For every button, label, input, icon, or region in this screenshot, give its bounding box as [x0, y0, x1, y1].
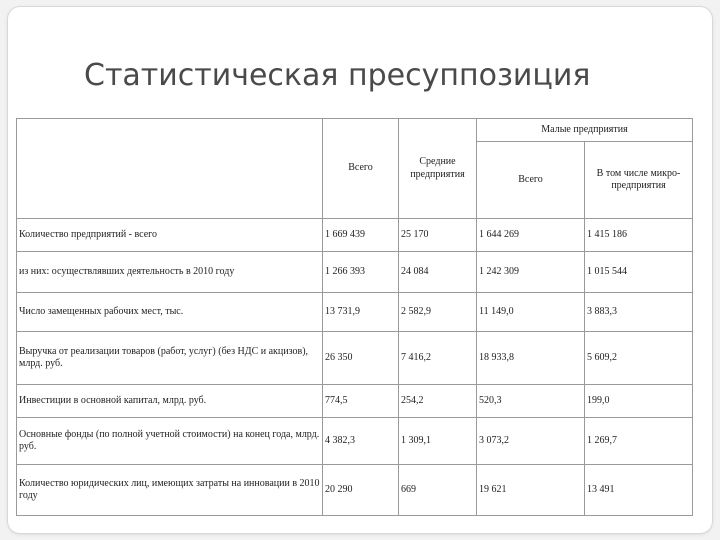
row-label: Число замещенных рабочих мест, тыс. — [17, 293, 323, 332]
header-micro: В том числе микро-предприятия — [585, 142, 693, 219]
cell-small-total: 11 149,0 — [477, 293, 585, 332]
table-row — [17, 332, 693, 385]
statistics-table — [16, 118, 693, 516]
row-label: Основные фонды (по полной учетной стоимости) на конец года, млрд. руб. — [17, 418, 323, 465]
table-header-row — [17, 119, 693, 142]
cell-micro: 3 883,3 — [585, 293, 693, 332]
cell-micro: 1 415 186 — [585, 219, 693, 252]
table-row — [17, 219, 693, 252]
header-small-total: Всего — [477, 142, 585, 219]
header-empty-cell — [17, 119, 323, 219]
row-label: Количество предприятий - всего — [17, 219, 323, 252]
cell-medium: 2 582,9 — [399, 293, 477, 332]
cell-medium: 24 084 — [399, 252, 477, 293]
cell-small-total: 3 073,2 — [477, 418, 585, 465]
header-medium: Средние предприятия — [399, 119, 477, 219]
cell-small-total: 18 933,8 — [477, 332, 585, 385]
cell-micro: 1 269,7 — [585, 418, 693, 465]
cell-small-total: 1 644 269 — [477, 219, 585, 252]
cell-total: 1 266 393 — [323, 252, 399, 293]
cell-total: 13 731,9 — [323, 293, 399, 332]
cell-medium: 7 416,2 — [399, 332, 477, 385]
row-label: из них: осуществлявших деятельность в 2010 году — [17, 252, 323, 293]
cell-micro: 1 015 544 — [585, 252, 693, 293]
cell-medium: 254,2 — [399, 385, 477, 418]
table-row — [17, 252, 693, 293]
row-label: Выручка от реализации товаров (работ, услуг) (без НДС и акцизов), млрд. руб. — [17, 332, 323, 385]
cell-micro: 199,0 — [585, 385, 693, 418]
cell-medium: 25 170 — [399, 219, 477, 252]
cell-small-total: 1 242 309 — [477, 252, 585, 293]
cell-medium: 1 309,1 — [399, 418, 477, 465]
header-total: Всего — [323, 119, 399, 219]
table-row — [17, 418, 693, 465]
cell-micro: 5 609,2 — [585, 332, 693, 385]
row-label: Количество юридических лиц, имеющих затраты на инновации в 2010 году — [17, 465, 323, 516]
slide-title: Статистическая пресуппозиция — [84, 58, 591, 93]
cell-total: 774,5 — [323, 385, 399, 418]
cell-total: 1 669 439 — [323, 219, 399, 252]
cell-total: 20 290 — [323, 465, 399, 516]
cell-total: 4 382,3 — [323, 418, 399, 465]
header-small-enterprises: Малые предприятия — [477, 119, 693, 142]
cell-micro: 13 491 — [585, 465, 693, 516]
cell-medium: 669 — [399, 465, 477, 516]
cell-total: 26 350 — [323, 332, 399, 385]
table-row — [17, 385, 693, 418]
cell-small-total: 19 621 — [477, 465, 585, 516]
table-row — [17, 465, 693, 516]
cell-small-total: 520,3 — [477, 385, 585, 418]
table-row — [17, 293, 693, 332]
row-label: Инвестиции в основной капитал, млрд. руб. — [17, 385, 323, 418]
